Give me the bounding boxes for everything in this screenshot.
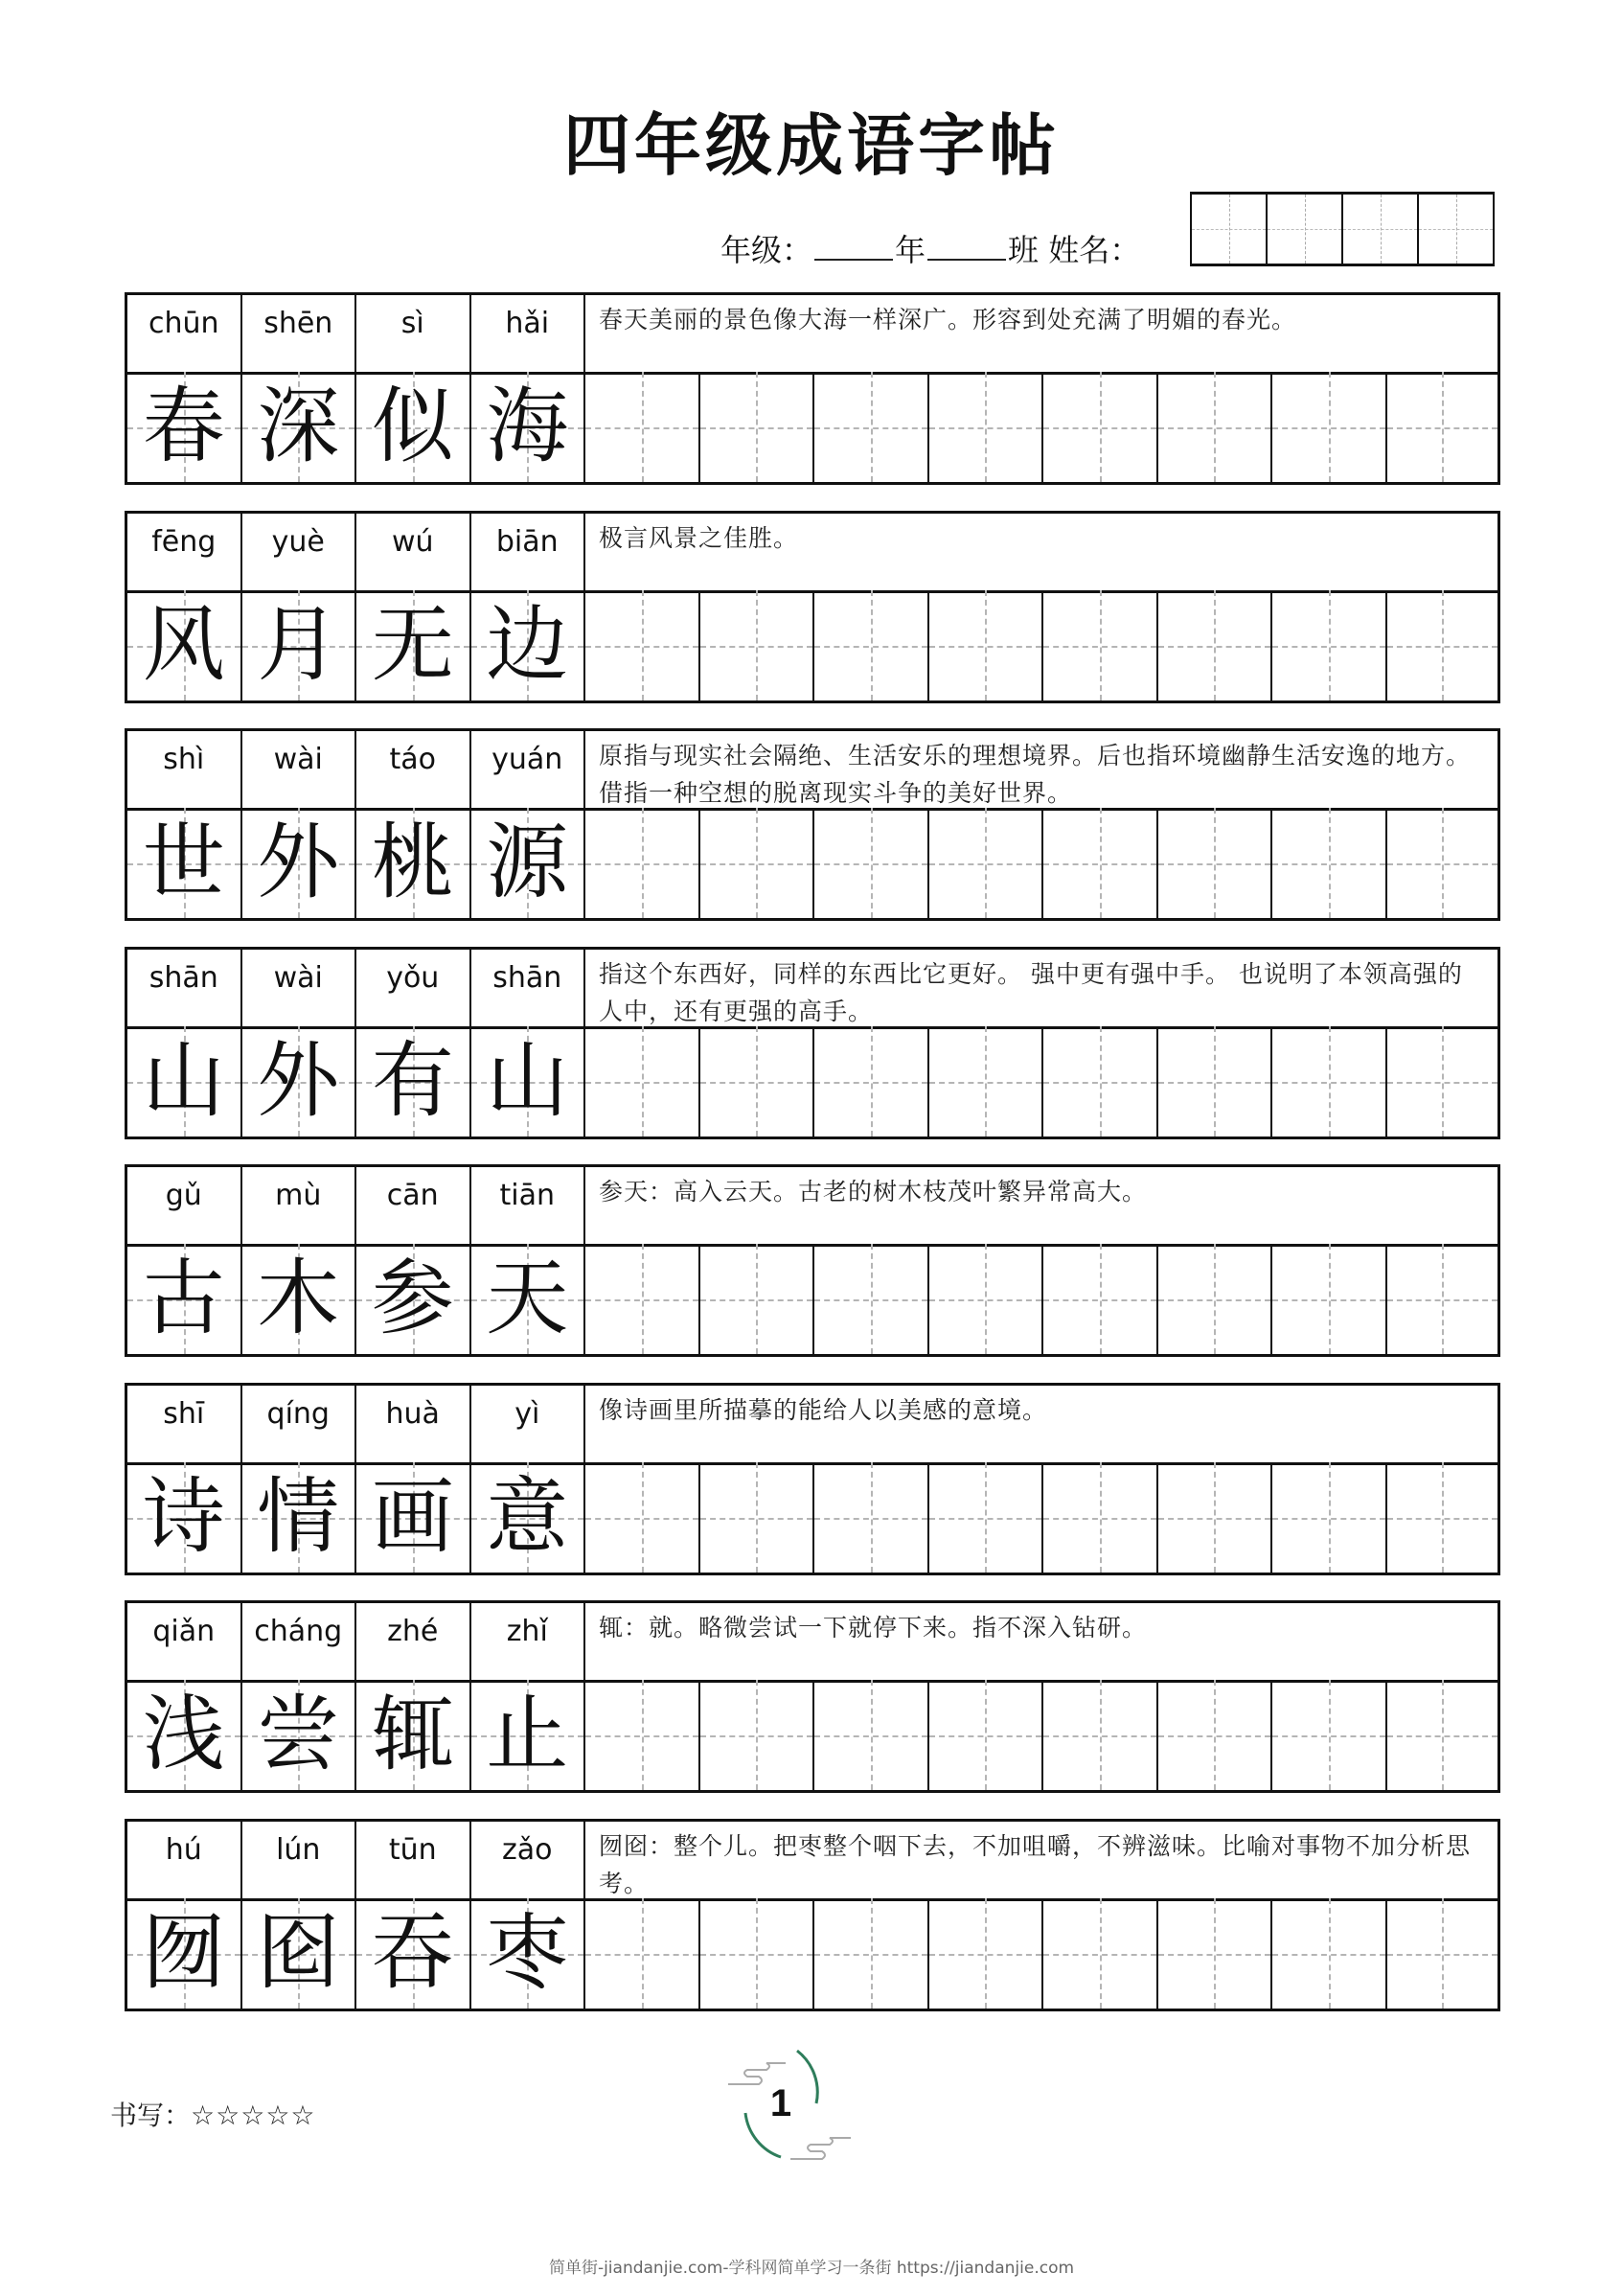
idiom-block [125, 292, 1500, 485]
idiom-block [125, 947, 1500, 1139]
model-character: 情 [257, 1469, 340, 1565]
grade-label: 年级： [720, 232, 813, 268]
model-character-cell [242, 372, 357, 482]
practice-writing-cell[interactable] [1387, 1898, 1498, 2009]
idiom-block [125, 1600, 1500, 1793]
model-character-cell [471, 1462, 586, 1573]
practice-writing-cell[interactable] [1043, 1898, 1158, 2009]
pinyin-cell: sì [356, 295, 471, 372]
class-label: 班 [1008, 232, 1040, 268]
practice-writing-cell[interactable] [700, 1244, 815, 1354]
practice-writing-cell[interactable] [700, 808, 815, 918]
practice-writing-cell[interactable] [929, 1462, 1044, 1573]
idiom-definition: 原指与现实社会隔绝、生活安乐的理想境界。后也指环境幽静生活安逸的地方。借指一种空想的脱离现实斗争的美好世界。 [599, 742, 1472, 807]
model-character-cell [356, 1244, 471, 1354]
model-character: 春 [142, 379, 225, 474]
year-label: 年 [895, 232, 926, 268]
idiom-definition: 春天美丽的景色像大海一样深广。形容到处充满了明媚的春光。 [599, 306, 1297, 333]
practice-writing-cell[interactable] [814, 372, 929, 482]
pinyin-cell: shān [471, 950, 586, 1026]
practice-writing-cell[interactable] [929, 1898, 1044, 2009]
pinyin-row [127, 295, 1497, 375]
practice-writing-cell[interactable] [929, 590, 1044, 700]
name-cell[interactable] [1192, 195, 1268, 264]
practice-writing-cell[interactable] [814, 1244, 929, 1354]
model-character-cell [127, 1244, 242, 1354]
pinyin-cell: zǎo [471, 1822, 586, 1898]
practice-writing-cell[interactable] [1158, 372, 1273, 482]
pinyin-cell: hú [127, 1822, 242, 1898]
page-number-badge [709, 2036, 853, 2170]
model-character: 海 [486, 379, 569, 474]
practice-writing-cell[interactable] [1272, 808, 1387, 918]
name-writing-box[interactable] [1190, 192, 1495, 266]
pinyin-cell: shēn [242, 295, 357, 372]
model-character-cell [356, 1462, 471, 1573]
pinyin-cell: lún [242, 1822, 357, 1898]
model-character: 源 [486, 815, 569, 910]
character-grid-row [127, 1898, 1497, 2009]
pinyin-cell: yǒu [356, 950, 471, 1026]
model-character-cell [127, 1898, 242, 2009]
character-grid-row [127, 1026, 1497, 1137]
model-character-cell [242, 1026, 357, 1137]
practice-writing-cell[interactable] [585, 1898, 700, 2009]
model-character: 辄 [371, 1687, 454, 1782]
idiom-block [125, 1164, 1500, 1357]
model-character: 桃 [371, 815, 454, 910]
model-character-cell [242, 808, 357, 918]
practice-writing-cell[interactable] [1043, 372, 1158, 482]
pinyin-cell: yì [471, 1386, 586, 1462]
pinyin-row [127, 950, 1497, 1029]
practice-writing-cell[interactable] [700, 1462, 815, 1573]
practice-writing-cell[interactable] [700, 1898, 815, 2009]
model-character-cell [356, 808, 471, 918]
practice-writing-cell[interactable] [1387, 590, 1498, 700]
idiom-block [125, 1383, 1500, 1575]
model-character: 外 [257, 1033, 340, 1129]
model-character: 有 [371, 1033, 454, 1129]
practice-writing-cell[interactable] [1158, 1244, 1273, 1354]
model-character-cell [471, 1680, 586, 1790]
site-footer-text: 简单街-jiandanjie.com-学科网简单学习一条街 https://jiandanjie.com [548, 2259, 1075, 2278]
idiom-definition: 囫囵：整个儿。把枣整个咽下去，不加咀嚼，不辨滋味。比喻对事物不加分析思考。 [599, 1832, 1472, 1897]
pinyin-cell: shān [127, 950, 242, 1026]
idiom-definition: 参天：高入云天。古老的树木枝茂叶繁异常高大。 [599, 1178, 1148, 1205]
practice-writing-cell[interactable] [1272, 1898, 1387, 2009]
pinyin-cell: shì [127, 731, 242, 808]
practice-writing-cell[interactable] [814, 590, 929, 700]
practice-writing-cell[interactable] [929, 1244, 1044, 1354]
idiom-block [125, 511, 1500, 703]
model-character-cell [127, 1462, 242, 1573]
practice-writing-cell[interactable] [1387, 808, 1498, 918]
pinyin-cell: qiǎn [127, 1603, 242, 1680]
model-character: 似 [371, 379, 454, 474]
pinyin-cell: cān [356, 1167, 471, 1244]
model-character-cell [471, 590, 586, 700]
practice-writing-cell[interactable] [814, 1462, 929, 1573]
practice-writing-cell[interactable] [1043, 1462, 1158, 1573]
pinyin-cell: yuán [471, 731, 586, 808]
pinyin-cell: táo [356, 731, 471, 808]
character-grid-row [127, 1244, 1497, 1354]
idiom-definition: 指这个东西好，同样的东西比它更好。 强中更有强中手。 也说明了本领高强的人中，还有更强的高手。 [599, 960, 1463, 1025]
pinyin-cell: biān [471, 514, 586, 590]
model-character: 止 [486, 1687, 569, 1782]
student-info-row [720, 226, 1140, 274]
pinyin-cell: cháng [242, 1603, 357, 1680]
star-rating-icons[interactable]: ☆☆☆☆☆ [191, 2100, 316, 2131]
pinyin-cell: shī [127, 1386, 242, 1462]
worksheet-title: 四年级成语字帖 [563, 105, 1060, 185]
model-character-cell [356, 590, 471, 700]
pinyin-cell: hǎi [471, 295, 586, 372]
model-character: 木 [257, 1251, 340, 1346]
practice-writing-cell[interactable] [1272, 1462, 1387, 1573]
pinyin-cell: gǔ [127, 1167, 242, 1244]
practice-writing-cell[interactable] [1272, 372, 1387, 482]
pinyin-row [127, 1822, 1497, 1901]
model-character-cell [471, 1244, 586, 1354]
model-character: 外 [257, 815, 340, 910]
pinyin-cell: fēng [127, 514, 242, 590]
character-grid-row [127, 590, 1497, 700]
practice-writing-cell[interactable] [1158, 1680, 1273, 1790]
model-character-cell [242, 1244, 357, 1354]
model-character: 囵 [257, 1905, 340, 2001]
model-character: 无 [371, 597, 454, 693]
idiom-definition: 极言风景之佳胜。 [599, 524, 799, 552]
class-blank[interactable] [927, 226, 1006, 261]
pinyin-cell: zhé [356, 1603, 471, 1680]
pinyin-row [127, 1386, 1497, 1465]
model-character: 天 [486, 1251, 569, 1346]
model-character-cell [471, 372, 586, 482]
pinyin-cell: wài [242, 731, 357, 808]
grade-year-blank[interactable] [814, 226, 893, 261]
practice-writing-cell[interactable] [929, 808, 1044, 918]
pinyin-cell: zhǐ [471, 1603, 586, 1680]
pinyin-cell: mù [242, 1167, 357, 1244]
model-character: 尝 [257, 1687, 340, 1782]
practice-writing-cell[interactable] [1043, 590, 1158, 700]
model-character: 边 [486, 597, 569, 693]
practice-writing-cell[interactable] [1272, 590, 1387, 700]
practice-writing-cell[interactable] [1158, 1462, 1273, 1573]
idiom-definition: 辄：就。略微尝试一下就停下来。指不深入钻研。 [599, 1614, 1148, 1642]
model-character-cell [356, 1680, 471, 1790]
model-character: 囫 [142, 1905, 225, 2001]
pinyin-row [127, 514, 1497, 593]
name-label: 姓名： [1048, 232, 1141, 268]
practice-writing-cell[interactable] [585, 1244, 700, 1354]
character-grid-row [127, 372, 1497, 482]
pinyin-cell: wú [356, 514, 471, 590]
pinyin-cell: wài [242, 950, 357, 1026]
model-character: 山 [142, 1033, 225, 1129]
model-character-cell [356, 1026, 471, 1137]
model-character: 吞 [371, 1905, 454, 2001]
practice-writing-cell[interactable] [814, 1680, 929, 1790]
model-character-cell [471, 808, 586, 918]
model-character: 画 [371, 1469, 454, 1565]
practice-writing-cell[interactable] [1272, 1244, 1387, 1354]
practice-writing-cell[interactable] [1272, 1026, 1387, 1137]
model-character: 山 [486, 1033, 569, 1129]
practice-writing-cell[interactable] [814, 808, 929, 918]
model-character: 风 [142, 597, 225, 693]
practice-writing-cell[interactable] [585, 808, 700, 918]
practice-writing-cell[interactable] [814, 1898, 929, 2009]
practice-writing-cell[interactable] [929, 372, 1044, 482]
pinyin-cell: yuè [242, 514, 357, 590]
pinyin-cell: tūn [356, 1822, 471, 1898]
name-cell[interactable] [1419, 195, 1493, 264]
model-character-cell [127, 1680, 242, 1790]
model-character: 世 [142, 815, 225, 910]
practice-writing-cell[interactable] [1043, 1026, 1158, 1137]
practice-writing-cell[interactable] [814, 1026, 929, 1137]
practice-writing-cell[interactable] [1158, 590, 1273, 700]
model-character: 月 [257, 597, 340, 693]
model-character-cell [127, 590, 242, 700]
practice-writing-cell[interactable] [585, 1462, 700, 1573]
practice-writing-cell[interactable] [1043, 1244, 1158, 1354]
practice-writing-cell[interactable] [700, 1026, 815, 1137]
model-character-cell [242, 1680, 357, 1790]
page-number: 1 [769, 2082, 792, 2124]
practice-writing-cell[interactable] [1043, 808, 1158, 918]
model-character: 深 [257, 379, 340, 474]
rating-label: 书写： [110, 2100, 192, 2131]
pinyin-cell: chūn [127, 295, 242, 372]
model-character: 枣 [486, 1905, 569, 2001]
pinyin-cell: huà [356, 1386, 471, 1462]
pinyin-cell: qíng [242, 1386, 357, 1462]
idiom-block [125, 728, 1500, 921]
practice-writing-cell[interactable] [585, 1680, 700, 1790]
model-character: 古 [142, 1251, 225, 1346]
practice-writing-cell[interactable] [700, 372, 815, 482]
practice-writing-cell[interactable] [585, 372, 700, 482]
practice-writing-cell[interactable] [1387, 1462, 1498, 1573]
practice-writing-cell[interactable] [1387, 1244, 1498, 1354]
handwriting-rating [110, 2097, 316, 2135]
model-character-cell [356, 372, 471, 482]
practice-writing-cell[interactable] [1387, 1026, 1498, 1137]
name-cell[interactable] [1268, 195, 1343, 264]
pinyin-row [127, 1603, 1497, 1683]
model-character-cell [242, 590, 357, 700]
model-character-cell [471, 1026, 586, 1137]
model-character-cell [356, 1898, 471, 2009]
model-character-cell [127, 1026, 242, 1137]
practice-writing-cell[interactable] [1043, 1680, 1158, 1790]
pinyin-row [127, 1167, 1497, 1247]
practice-writing-cell[interactable] [929, 1026, 1044, 1137]
practice-writing-cell[interactable] [585, 590, 700, 700]
model-character: 诗 [142, 1469, 225, 1565]
practice-writing-cell[interactable] [700, 1680, 815, 1790]
idiom-block [125, 1819, 1500, 2011]
model-character-cell [242, 1898, 357, 2009]
practice-writing-cell[interactable] [1158, 1898, 1273, 2009]
pinyin-row [127, 731, 1497, 811]
model-character-cell [471, 1898, 586, 2009]
model-character: 意 [486, 1469, 569, 1565]
character-grid-row [127, 808, 1497, 918]
practice-writing-cell[interactable] [1387, 372, 1498, 482]
model-character-cell [127, 808, 242, 918]
model-character-cell [127, 372, 242, 482]
pinyin-cell: tiān [471, 1167, 586, 1244]
model-character: 浅 [142, 1687, 225, 1782]
practice-writing-cell[interactable] [1158, 808, 1273, 918]
practice-writing-cell[interactable] [1272, 1680, 1387, 1790]
practice-writing-cell[interactable] [1158, 1026, 1273, 1137]
practice-writing-cell[interactable] [929, 1680, 1044, 1790]
practice-writing-cell[interactable] [700, 590, 815, 700]
character-grid-row [127, 1680, 1497, 1790]
character-grid-row [127, 1462, 1497, 1573]
model-character-cell [242, 1462, 357, 1573]
idiom-definition: 像诗画里所描摹的能给人以美感的意境。 [599, 1396, 1048, 1424]
practice-writing-cell[interactable] [585, 1026, 700, 1137]
practice-writing-cell[interactable] [1387, 1680, 1498, 1790]
name-cell[interactable] [1343, 195, 1419, 264]
model-character: 参 [371, 1251, 454, 1346]
